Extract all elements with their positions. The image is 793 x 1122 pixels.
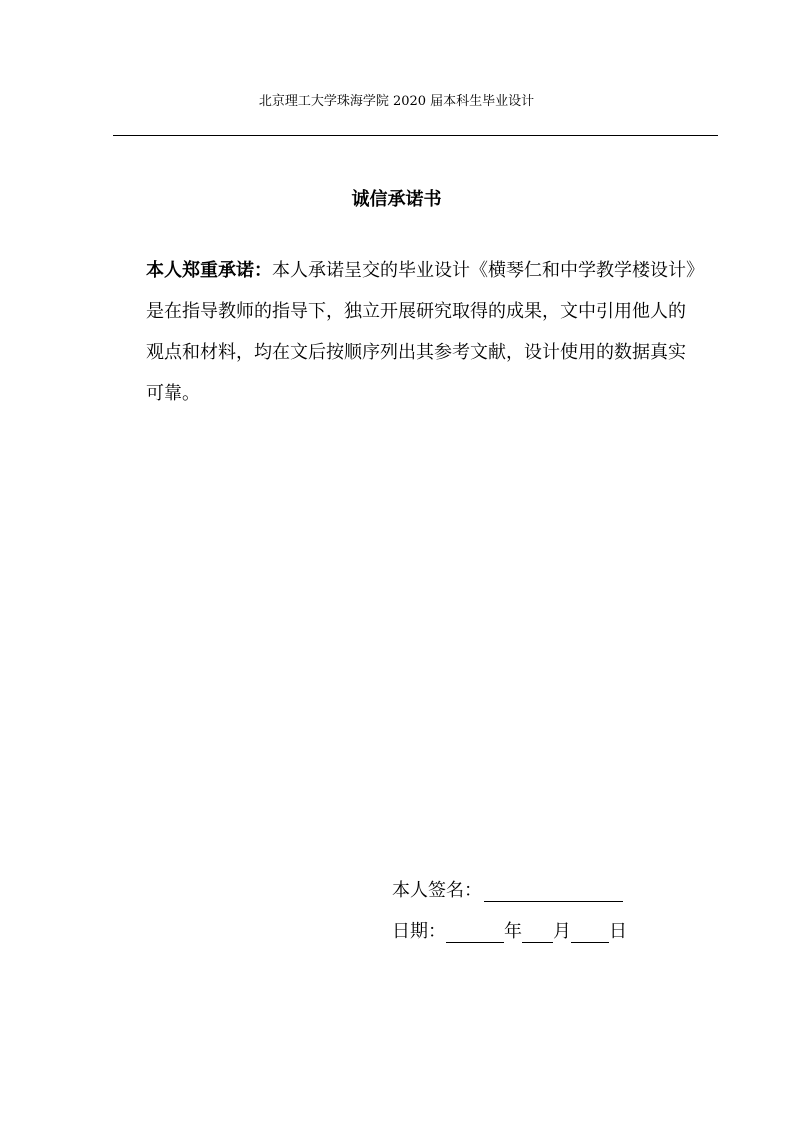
month-label: 月 bbox=[553, 921, 571, 942]
year-label: 年 bbox=[504, 921, 522, 942]
month-blank[interactable] bbox=[522, 920, 553, 943]
date-label: 日期： bbox=[392, 921, 446, 942]
year-blank[interactable] bbox=[446, 920, 504, 943]
signature-label: 本人签名： bbox=[392, 880, 482, 901]
pledge-body: 本人承诺呈交的毕业设计《横琴仁和中学教学楼设计》是在指导教师的指导下，独立开展研究取得的成果，文中引用他人的观点和材料，均在文后按顺序列出其参考文献，设计使用的数据真实可靠。 bbox=[146, 260, 695, 404]
pledge-lead: 本人郑重承诺： bbox=[146, 260, 272, 281]
signature-row bbox=[392, 877, 623, 905]
pledge-paragraph bbox=[146, 250, 698, 414]
header-divider bbox=[113, 135, 718, 136]
date-row bbox=[392, 918, 627, 946]
page-header: 北京理工大学珠海学院 2020 届本科生毕业设计 bbox=[258, 94, 535, 109]
document-title: 诚信承诺书 bbox=[351, 189, 442, 210]
day-label: 日 bbox=[609, 921, 627, 942]
day-blank[interactable] bbox=[571, 920, 609, 943]
signature-blank[interactable] bbox=[484, 879, 623, 902]
